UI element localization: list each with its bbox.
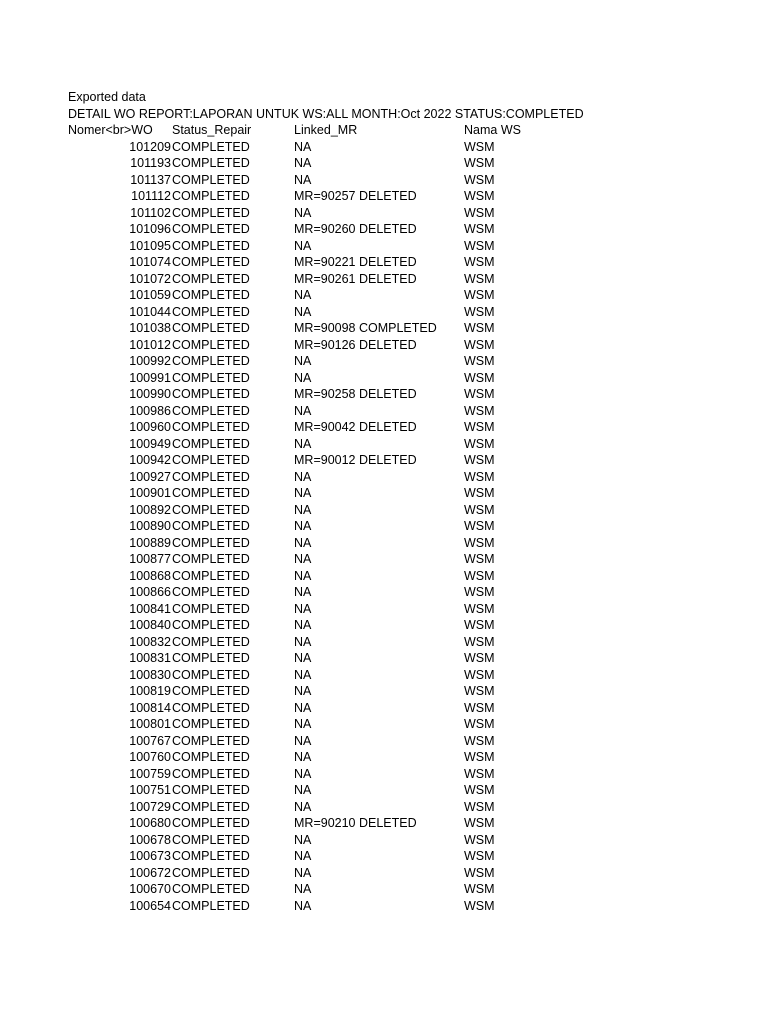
wo-number-cell: 100767: [129, 733, 171, 748]
wo-number-cell: 100949: [129, 436, 171, 451]
table-row: [0, 403, 768, 420]
wo-number-cell: 100678: [129, 832, 171, 847]
wo-number-cell: 100729: [129, 799, 171, 814]
status-repair-cell: COMPLETED: [172, 337, 250, 352]
table-row: [0, 898, 768, 915]
nama-ws-cell: WSM: [464, 139, 495, 154]
nama-ws-cell: WSM: [464, 519, 495, 533]
wo-number-cell: 101038: [129, 321, 171, 335]
linked-mr-cell: MR=90098 COMPLETED: [294, 321, 437, 335]
nama-ws-cell: WSM: [464, 568, 495, 583]
status-repair-cell: COMPLETED: [172, 684, 250, 698]
nama-ws-cell: WSM: [464, 667, 495, 682]
report-title-row: [0, 106, 768, 123]
nama-ws-cell: WSM: [464, 387, 495, 401]
wo-number-cell: 101096: [129, 222, 171, 236]
linked-mr-cell: MR=90258 DELETED: [294, 387, 417, 401]
nama-ws-cell: WSM: [464, 832, 495, 847]
wo-number-cell: 101209: [129, 139, 171, 154]
wo-number-cell: 101044: [129, 304, 171, 319]
status-repair-cell: COMPLETED: [172, 436, 250, 451]
linked-mr-cell: NA: [294, 139, 312, 154]
wo-number-cell: 100991: [129, 370, 171, 385]
status-repair-cell: COMPLETED: [172, 502, 250, 517]
linked-mr-cell: MR=90012 DELETED: [294, 453, 417, 467]
table-row: [0, 205, 768, 222]
table-row: [0, 683, 768, 700]
wo-number-cell: 100890: [129, 519, 171, 533]
nama-ws-cell: WSM: [464, 354, 495, 368]
table-row: [0, 881, 768, 898]
table-row: [0, 485, 768, 502]
nama-ws-cell: WSM: [464, 238, 495, 253]
nama-ws-cell: WSM: [464, 502, 495, 517]
spreadsheet: [0, 89, 768, 914]
wo-number-cell: 100892: [129, 502, 171, 517]
linked-mr-cell: NA: [294, 370, 312, 385]
linked-mr-cell: MR=90042 DELETED: [294, 420, 417, 434]
linked-mr-cell: NA: [294, 717, 312, 731]
wo-number-cell: 100759: [129, 766, 171, 781]
wo-number-cell: 100868: [129, 568, 171, 583]
report-title: DETAIL WO REPORT:LAPORAN UNTUK WS:ALL MONTH:Oct 2022 STATUS:COMPLETED: [68, 106, 584, 121]
linked-mr-cell: NA: [294, 304, 312, 319]
wo-number-cell: 101012: [129, 337, 171, 352]
linked-mr-cell: NA: [294, 783, 312, 797]
status-repair-cell: COMPLETED: [172, 189, 250, 203]
linked-mr-cell: NA: [294, 733, 312, 748]
linked-mr-cell: NA: [294, 156, 312, 170]
table-row: [0, 535, 768, 552]
table-row: [0, 551, 768, 568]
wo-number-cell: 101059: [129, 288, 171, 302]
wo-number-cell: 100901: [129, 486, 171, 500]
status-repair-cell: COMPLETED: [172, 255, 250, 269]
linked-mr-cell: NA: [294, 898, 312, 913]
status-repair-cell: COMPLETED: [172, 799, 250, 814]
linked-mr-cell: MR=90126 DELETED: [294, 337, 417, 352]
status-repair-cell: COMPLETED: [172, 519, 250, 533]
linked-mr-cell: NA: [294, 288, 312, 302]
linked-mr-cell: NA: [294, 700, 312, 715]
header-nama-ws: Nama WS: [464, 123, 521, 137]
table-row: [0, 782, 768, 799]
table-row: [0, 188, 768, 205]
table-row: [0, 238, 768, 255]
table-row: [0, 716, 768, 733]
linked-mr-cell: NA: [294, 766, 312, 781]
wo-number-cell: 101112: [131, 189, 171, 203]
nama-ws-cell: WSM: [464, 304, 495, 319]
wo-number-cell: 101095: [129, 238, 171, 253]
table-row: [0, 733, 768, 750]
table-row: [0, 502, 768, 519]
header-row: [0, 122, 768, 139]
nama-ws-cell: WSM: [464, 799, 495, 814]
linked-mr-cell: NA: [294, 618, 312, 632]
nama-ws-cell: WSM: [464, 585, 495, 599]
table-row: [0, 584, 768, 601]
nama-ws-cell: WSM: [464, 601, 495, 616]
status-repair-cell: COMPLETED: [172, 618, 250, 632]
status-repair-cell: COMPLETED: [172, 832, 250, 847]
wo-number-cell: 100654: [129, 898, 171, 913]
nama-ws-cell: WSM: [464, 651, 495, 665]
status-repair-cell: COMPLETED: [172, 288, 250, 302]
wo-number-cell: 100819: [129, 684, 171, 698]
status-repair-cell: COMPLETED: [172, 634, 250, 649]
nama-ws-cell: WSM: [464, 420, 495, 434]
linked-mr-cell: NA: [294, 634, 312, 649]
wo-number-cell: 100942: [129, 453, 171, 467]
nama-ws-cell: WSM: [464, 172, 495, 187]
nama-ws-cell: WSM: [464, 156, 495, 170]
status-repair-cell: COMPLETED: [172, 271, 250, 286]
linked-mr-cell: NA: [294, 436, 312, 451]
table-row: [0, 667, 768, 684]
status-repair-cell: COMPLETED: [172, 882, 250, 896]
nama-ws-cell: WSM: [464, 750, 495, 764]
linked-mr-cell: MR=90260 DELETED: [294, 222, 417, 236]
status-repair-cell: COMPLETED: [172, 865, 250, 880]
wo-number-cell: 100841: [129, 601, 171, 616]
nama-ws-cell: WSM: [464, 535, 495, 550]
linked-mr-cell: NA: [294, 865, 312, 880]
wo-number-cell: 101137: [130, 172, 171, 187]
wo-number-cell: 100866: [129, 585, 171, 599]
status-repair-cell: COMPLETED: [172, 172, 250, 187]
status-repair-cell: COMPLETED: [172, 420, 250, 434]
table-row: [0, 271, 768, 288]
nama-ws-cell: WSM: [464, 849, 495, 863]
header-wo: Nomer<br>WO: [68, 123, 153, 137]
wo-number-cell: 100986: [129, 403, 171, 418]
wo-number-cell: 101074: [129, 255, 171, 269]
status-repair-cell: COMPLETED: [172, 700, 250, 715]
table-row: [0, 634, 768, 651]
status-repair-cell: COMPLETED: [172, 816, 250, 830]
nama-ws-cell: WSM: [464, 453, 495, 467]
table-row: [0, 650, 768, 667]
nama-ws-cell: WSM: [464, 271, 495, 286]
wo-number-cell: 101102: [130, 205, 171, 220]
table-row: [0, 386, 768, 403]
nama-ws-cell: WSM: [464, 189, 495, 203]
nama-ws-cell: WSM: [464, 898, 495, 913]
wo-number-cell: 100832: [129, 634, 171, 649]
status-repair-cell: COMPLETED: [172, 238, 250, 253]
nama-ws-cell: WSM: [464, 816, 495, 830]
status-repair-cell: COMPLETED: [172, 205, 250, 220]
wo-number-cell: 100990: [129, 387, 171, 401]
nama-ws-cell: WSM: [464, 766, 495, 781]
linked-mr-cell: MR=90210 DELETED: [294, 816, 417, 830]
table-body: [0, 139, 768, 915]
status-repair-cell: COMPLETED: [172, 469, 250, 484]
table-row: [0, 353, 768, 370]
nama-ws-cell: WSM: [464, 337, 495, 352]
status-repair-cell: COMPLETED: [172, 552, 250, 566]
linked-mr-cell: NA: [294, 601, 312, 616]
table-row: [0, 320, 768, 337]
wo-number-cell: 100927: [129, 469, 171, 484]
nama-ws-cell: WSM: [464, 783, 495, 797]
status-repair-cell: COMPLETED: [172, 304, 250, 319]
table-row: [0, 139, 768, 156]
nama-ws-cell: WSM: [464, 684, 495, 698]
table-row: [0, 601, 768, 618]
status-repair-cell: COMPLETED: [172, 717, 250, 731]
status-repair-cell: COMPLETED: [172, 453, 250, 467]
wo-number-cell: 100830: [129, 667, 171, 682]
table-row: [0, 436, 768, 453]
wo-number-cell: 100670: [129, 882, 171, 896]
table-row: [0, 848, 768, 865]
status-repair-cell: COMPLETED: [172, 568, 250, 583]
header-status: Status_Repair: [172, 123, 252, 137]
nama-ws-cell: WSM: [464, 865, 495, 880]
linked-mr-cell: NA: [294, 403, 312, 418]
linked-mr-cell: NA: [294, 684, 312, 698]
nama-ws-cell: WSM: [464, 618, 495, 632]
nama-ws-cell: WSM: [464, 634, 495, 649]
status-repair-cell: COMPLETED: [172, 766, 250, 781]
table-row: [0, 749, 768, 766]
linked-mr-cell: NA: [294, 502, 312, 517]
status-repair-cell: COMPLETED: [172, 733, 250, 748]
table-row: [0, 815, 768, 832]
header-linked-mr: Linked_MR: [294, 123, 358, 137]
nama-ws-cell: WSM: [464, 436, 495, 451]
status-repair-cell: COMPLETED: [172, 387, 250, 401]
wo-number-cell: 100814: [129, 700, 171, 715]
wo-number-cell: 100877: [129, 552, 171, 566]
status-repair-cell: COMPLETED: [172, 651, 250, 665]
linked-mr-cell: NA: [294, 882, 312, 896]
nama-ws-cell: WSM: [464, 288, 495, 302]
linked-mr-cell: NA: [294, 535, 312, 550]
nama-ws-cell: WSM: [464, 255, 495, 269]
wo-number-cell: 101193: [130, 156, 171, 170]
status-repair-cell: COMPLETED: [172, 585, 250, 599]
linked-mr-cell: NA: [294, 172, 312, 187]
status-repair-cell: COMPLETED: [172, 535, 250, 550]
wo-number-cell: 100831: [129, 651, 171, 665]
table-row: [0, 766, 768, 783]
status-repair-cell: COMPLETED: [172, 139, 250, 154]
table-row: [0, 172, 768, 189]
linked-mr-cell: NA: [294, 832, 312, 847]
table-row: [0, 518, 768, 535]
linked-mr-cell: NA: [294, 205, 312, 220]
linked-mr-cell: NA: [294, 354, 312, 368]
table-row: [0, 617, 768, 634]
wo-number-cell: 100751: [129, 783, 171, 797]
nama-ws-cell: WSM: [464, 321, 495, 335]
nama-ws-cell: WSM: [464, 222, 495, 236]
wo-number-cell: 100960: [129, 420, 171, 434]
table-row: [0, 304, 768, 321]
linked-mr-cell: NA: [294, 552, 312, 566]
table-row: [0, 568, 768, 585]
nama-ws-cell: WSM: [464, 205, 495, 220]
linked-mr-cell: MR=90261 DELETED: [294, 271, 417, 286]
status-repair-cell: COMPLETED: [172, 601, 250, 616]
status-repair-cell: COMPLETED: [172, 486, 250, 500]
table-row: [0, 419, 768, 436]
linked-mr-cell: NA: [294, 585, 312, 599]
wo-number-cell: 100672: [129, 865, 171, 880]
status-repair-cell: COMPLETED: [172, 370, 250, 385]
status-repair-cell: COMPLETED: [172, 849, 250, 863]
linked-mr-cell: NA: [294, 238, 312, 253]
linked-mr-cell: NA: [294, 519, 312, 533]
linked-mr-cell: NA: [294, 667, 312, 682]
table-row: [0, 155, 768, 172]
wo-number-cell: 100840: [129, 618, 171, 632]
table-row: [0, 287, 768, 304]
status-repair-cell: COMPLETED: [172, 750, 250, 764]
nama-ws-cell: WSM: [464, 486, 495, 500]
wo-number-cell: 100680: [129, 816, 171, 830]
nama-ws-cell: WSM: [464, 882, 495, 896]
table-row: [0, 254, 768, 271]
linked-mr-cell: MR=90257 DELETED: [294, 189, 417, 203]
wo-number-cell: 100801: [129, 717, 171, 731]
wo-number-cell: 100673: [129, 849, 171, 863]
export-title: Exported data: [68, 90, 146, 104]
status-repair-cell: COMPLETED: [172, 403, 250, 418]
status-repair-cell: COMPLETED: [172, 321, 250, 335]
wo-number-cell: 101072: [129, 271, 171, 286]
table-row: [0, 700, 768, 717]
table-row: [0, 469, 768, 486]
table-row: [0, 865, 768, 882]
status-repair-cell: COMPLETED: [172, 354, 250, 368]
linked-mr-cell: NA: [294, 469, 312, 484]
table-row: [0, 799, 768, 816]
table-row: [0, 452, 768, 469]
status-repair-cell: COMPLETED: [172, 667, 250, 682]
table-row: [0, 221, 768, 238]
nama-ws-cell: WSM: [464, 733, 495, 748]
table-row: [0, 832, 768, 849]
linked-mr-cell: NA: [294, 651, 312, 665]
status-repair-cell: COMPLETED: [172, 783, 250, 797]
nama-ws-cell: WSM: [464, 370, 495, 385]
status-repair-cell: COMPLETED: [172, 156, 250, 170]
wo-number-cell: 100889: [129, 535, 171, 550]
linked-mr-cell: NA: [294, 750, 312, 764]
linked-mr-cell: NA: [294, 799, 312, 814]
nama-ws-cell: WSM: [464, 700, 495, 715]
nama-ws-cell: WSM: [464, 717, 495, 731]
table-row: [0, 370, 768, 387]
linked-mr-cell: NA: [294, 568, 312, 583]
wo-number-cell: 100992: [129, 354, 171, 368]
nama-ws-cell: WSM: [464, 469, 495, 484]
linked-mr-cell: NA: [294, 486, 312, 500]
status-repair-cell: COMPLETED: [172, 222, 250, 236]
table-row: [0, 337, 768, 354]
linked-mr-cell: MR=90221 DELETED: [294, 255, 417, 269]
status-repair-cell: COMPLETED: [172, 898, 250, 913]
wo-number-cell: 100760: [129, 750, 171, 764]
nama-ws-cell: WSM: [464, 403, 495, 418]
nama-ws-cell: WSM: [464, 552, 495, 566]
linked-mr-cell: NA: [294, 849, 312, 863]
